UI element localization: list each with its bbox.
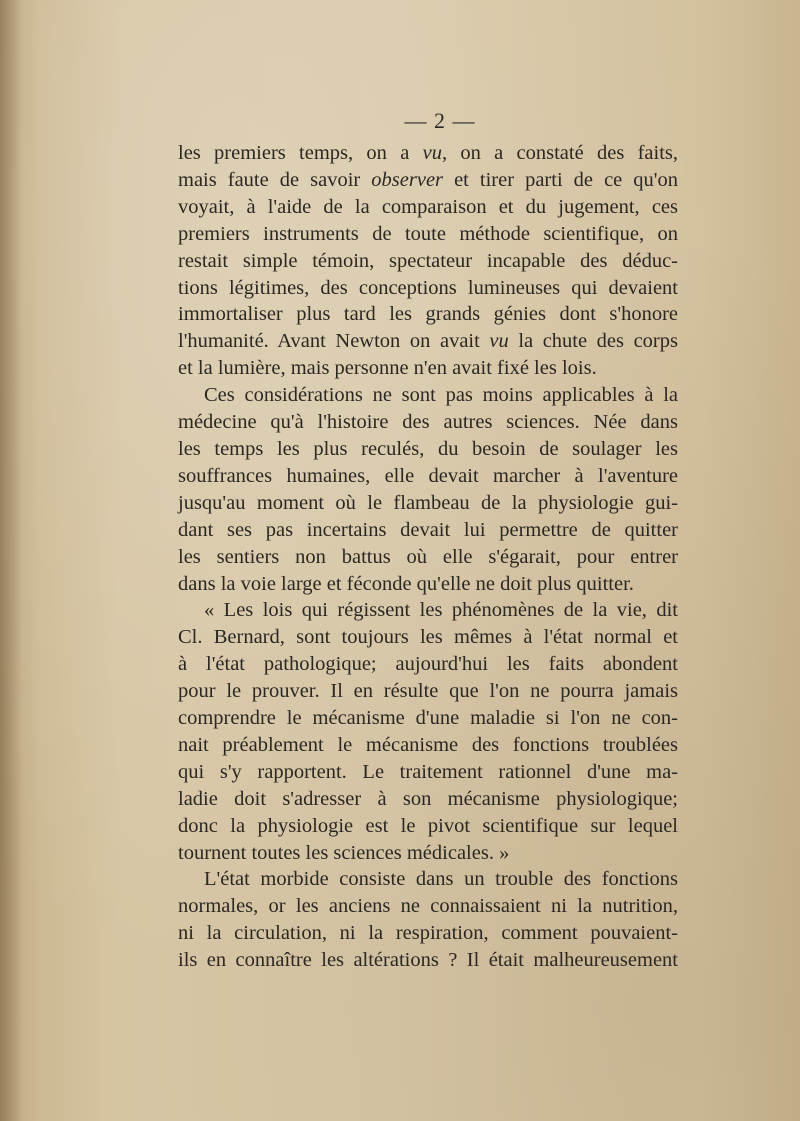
text-span: tournent toutes les sciences médicales. »: [178, 841, 510, 864]
text-span: tions légitimes, des conceptions lumineuses qui devaient: [178, 276, 678, 299]
italic-text: vu: [489, 330, 509, 353]
text-span: nait préablement le mécanisme des fonctions troublées: [178, 733, 678, 756]
text-span: jusqu'au moment où le flambeau de la physiologie gui-: [178, 491, 678, 514]
text-span: et tirer parti de ce qu'on: [443, 168, 679, 191]
text-line: [178, 328, 678, 355]
text-line: [178, 490, 678, 517]
text-line: [178, 463, 678, 490]
text-line: [178, 517, 678, 544]
text-line: [178, 732, 678, 759]
text-line: [178, 140, 678, 167]
text-span: pour le prouver. Il en résulte que l'on ne pourra jamais: [178, 680, 678, 703]
binding-edge-shadow: [0, 0, 22, 1121]
text-span: l'humanité. Avant Newton on avait: [178, 330, 490, 353]
text-span: qui s'y rapportent. Le traitement rationnel d'une ma-: [178, 760, 678, 783]
text-line: [178, 813, 678, 840]
text-line: [178, 759, 678, 786]
text-span: , on a constaté des faits,: [441, 142, 678, 164]
text-span: Cl. Bernard, sont toujours les mêmes à l'état normal et: [178, 626, 678, 649]
text-span: médecine qu'à l'histoire des autres sciences. Née dans: [178, 411, 678, 434]
text-span: à l'état pathologique; aujourd'hui les faits abondent: [178, 653, 678, 676]
text-line: [178, 221, 678, 248]
body-text: [178, 140, 678, 974]
text-span: voyait, à l'aide de la comparaison et du jugement, ces: [178, 195, 678, 218]
text-line: [178, 382, 678, 409]
text-span: immortaliser plus tard les grands génies dont s'honore: [178, 303, 678, 326]
text-line: [178, 920, 678, 947]
text-line: [178, 866, 678, 893]
text-line: [178, 355, 678, 382]
text-span: restait simple témoin, spectateur incapable des déduc-: [178, 249, 678, 272]
text-line: [178, 301, 678, 328]
page-number: — 2 —: [404, 108, 476, 133]
text-line: [178, 194, 678, 221]
text-span: normales, or les anciens ne connaissaient ni la nutrition,: [178, 895, 678, 918]
text-line: [178, 248, 678, 275]
text-line: [178, 275, 678, 302]
italic-text: observer: [371, 168, 444, 191]
text-line: [178, 571, 678, 598]
text-span: les sentiers non battus où elle s'égarait, pour entrer: [178, 545, 678, 568]
text-line: [178, 705, 678, 732]
text-span: « Les lois qui régissent les phénomènes de la vie, dit: [204, 599, 678, 622]
text-span: souffrances humaines, elle devait marcher à l'aventure: [178, 464, 678, 487]
text-span: donc la physiologie est le pivot scientifique sur lequel: [178, 814, 678, 837]
text-span: dant ses pas incertains devait lui permettre de quitter: [178, 518, 678, 541]
text-span: les temps les plus reculés, du besoin de soulager les: [178, 437, 678, 460]
text-span: ni la circulation, ni la respiration, comment pouvaient-: [178, 922, 678, 945]
text-line: [178, 597, 678, 624]
text-span: et la lumière, mais personne n'en avait fixé les lois.: [178, 357, 597, 380]
text-span: comprendre le mécanisme d'une maladie si l'on ne con-: [178, 707, 678, 730]
text-span: ladie doit s'adresser à son mécanisme physiologique;: [178, 787, 678, 810]
text-span: dans la voie large et féconde qu'elle ne doit plus quitter.: [178, 572, 634, 595]
text-span: mais faute de savoir: [178, 168, 372, 191]
text-line: [178, 624, 678, 651]
text-span: L'état morbide consiste dans un trouble des fonctions: [204, 868, 678, 891]
text-span: Ces considérations ne sont pas moins applicables à la: [204, 384, 678, 407]
text-span: premiers instruments de toute méthode scientifique, on: [178, 222, 678, 245]
text-line: [178, 947, 678, 974]
text-line: [178, 167, 678, 194]
text-span: les premiers temps, on a: [178, 142, 423, 164]
text-line: [178, 678, 678, 705]
text-line: [178, 436, 678, 463]
text-span: ils en connaître les altérations ? Il était malheureusement: [178, 949, 678, 972]
italic-text: vu: [422, 142, 442, 164]
text-span: la chute des corps: [508, 330, 678, 353]
text-line: [178, 893, 678, 920]
text-line: [178, 840, 678, 867]
text-line: [178, 651, 678, 678]
text-line: [178, 786, 678, 813]
text-line: [178, 409, 678, 436]
text-line: [178, 544, 678, 571]
